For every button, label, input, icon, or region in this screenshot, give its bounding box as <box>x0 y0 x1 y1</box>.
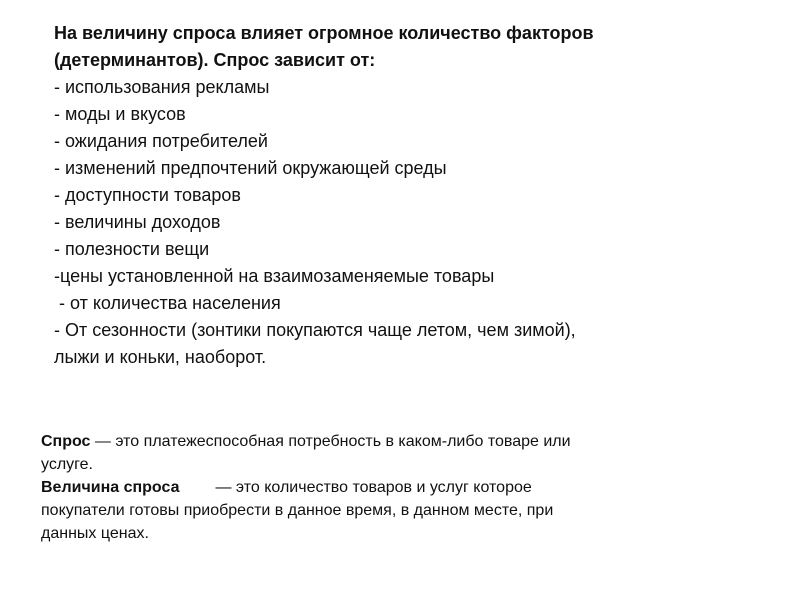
list-item: - использования рекламы <box>54 77 270 97</box>
quantity-demanded-term: Величина спроса <box>41 479 180 496</box>
demand-definition <box>41 430 741 476</box>
list-item: - ожидания потребителей <box>54 131 268 151</box>
demand-term: Спрос <box>41 433 91 450</box>
list-item: лыжи и коньки, наоборот. <box>54 347 267 367</box>
quantity-demanded-definition <box>41 476 741 545</box>
list-item: - моды и вкусов <box>54 104 186 124</box>
list-item: -цены установленной на взаимозаменяемые товары <box>54 266 495 286</box>
quantity-demanded-text-line-2: покупатели готовы приобрести в данное время, в данном месте, при <box>41 502 554 519</box>
list-item: - величины доходов <box>54 212 221 232</box>
demand-definition-text-line-2: услуге. <box>41 456 93 473</box>
list-item: - доступности товаров <box>54 185 241 205</box>
list-item: - полезности вещи <box>54 239 210 259</box>
quantity-demanded-text-line-3: данных ценах. <box>41 525 149 542</box>
list-item: - изменений предпочтений окружающей среды <box>54 158 447 178</box>
heading-line-1: На величину спроса влияет огромное количество факторов <box>54 23 594 43</box>
quantity-demanded-text-line-1: — это количество товаров и услуг которое <box>215 479 532 496</box>
list-item: - От сезонности (зонтики покупаются чаще летом, чем зимой), <box>54 320 576 340</box>
definitions-block <box>41 430 741 545</box>
heading-line-2: (детерминантов). Спрос зависит от: <box>54 50 376 70</box>
determinants-block <box>54 20 774 371</box>
list-item: - от количества населения <box>54 293 281 313</box>
demand-definition-text-line-1: — это платежеспособная потребность в каком-либо товаре или <box>90 433 571 450</box>
